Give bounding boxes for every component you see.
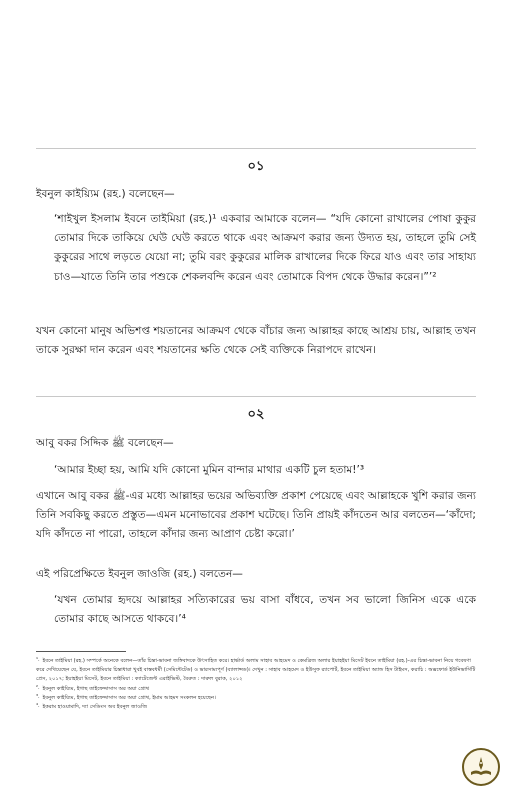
footnote-mark: ².	[36, 685, 40, 691]
footnote-mark: ⁴.	[36, 703, 40, 709]
section-body: এখানে আবু বকর ﷺ-এর মধ্যে আল্লাহর ভয়ের অভিব্যক্তি প্রকাশ পেয়েছে এবং আল্লাহকে খুশি করার জন্য তিনি সবকিছু করতে প্রস্তুত—এমন মনোভাবের প্রকাশ ঘটেছে। তিনি প্রায়ই কাঁদতেন আর বলতেন—‘কাঁদো; যদি কাঁদতে না পারো, তাহলে কাঁদার জন্য আপ্রাণ চেষ্টা করো।’	[36, 490, 476, 541]
footnote	[36, 656, 476, 684]
section-number: ০২	[247, 407, 265, 422]
section-lead: এই পরিপ্রেক্ষিতে ইবনুল জাওজি (রহ.) বলতেন—	[36, 568, 243, 580]
footnote-mark: ³.	[36, 694, 40, 700]
footnote	[36, 702, 476, 712]
section-quote: ‘শাইখুল ইসলাম ইবনে তাইমিয়া (রহ.)¹ একবার আমাকে বলেন— “যদি কোনো রাখালের পোষা কুকুর তোমার দিকে তাকিয়ে ঘেউ ঘেউ করতে থাকে এবং আক্রমণ করার জন্য উদ্যত হয়, তাহলে তুমি সেই কুকুরের সাথে লড়তে যেয়ো না; তুমি বরং কুকুরের মালিক রাখালের দিকে ফিরে যাও এবং তার সাহায্য চাও—যাতে তিনি তার পশুকে শেকলবন্দি করেন এবং তোমাকে বিপদ থেকে উদ্ধার করেন।”’²	[54, 213, 476, 283]
section-body: যখন কোনো মানুষ অভিশপ্ত শয়তানের আক্রমণ থেকে বাঁচার জন্য আল্লাহর কাছে আশ্রয় চায়, আল্লাহ তখন তাকে সুরক্ষা দান করেন এবং শয়তানের ক্ষতি থেকে সেই ব্যক্তিকে নিরাপদে রাখেন।	[36, 325, 476, 357]
footnote-text: ইবনুল কাইয়্যিম, ইগাছ তাইফেদ্দাসাস অর অয়া গ্রোথ	[42, 686, 150, 692]
section-lead: আবু বকর সিদ্দিক ﷺ বলেছেন—	[36, 437, 174, 449]
section-quote: ‘আমার ইচ্ছা হয়, আমি যদি কোনো মুমিন বান্দার মাথার একটি চুল হতাম!’³	[54, 464, 365, 476]
section-quote: ‘যখন তোমার হৃদয়ে আল্লাহর সত্যিকারের ভয় বাসা বাঁধবে, তখন সব ভালো জিনিস একে একে তোমার কাছে আসতে থাকবে।’⁴	[54, 594, 476, 626]
publisher-logo-icon	[462, 748, 500, 786]
footnote-rule	[36, 651, 126, 652]
footnote-text: ইবনে তাইমিয়া (রহ.) সম্পর্কে অনেকে বলেন—তাঁর চিন্তা-ভাবনা জঙ্গিবাদকে উৎসাহিত করে। হার্ভার্ড অলাম সাহাব আহমেদ ও কেমব্রিজ অলার ইয়াহইয়া মিসেট ইবনে তাইমিয়া (রহ.)-এর চিন্তা-ভাবনা নিয়ে গবেষণা করে দেখিয়েছেন যে, ইবনে তাইমিয়ার চিন্তাধারা খুবই বাস্তবধর্মী (সেমিন্টেটেড) ও ভারসাম্যপূর্ণ (ব্যালান্সড)। দেখুন : সাহাব আহমেদ ও ইউসুফ র‍্যাপোর্ট, ইবনে তাইমিয়া অ্যান্ড হিস টাইমস, করাচি : অক্সফোর্ড ইউনিভার্সিটি প্রেস, ২০১৭; ইয়াহইয়া মিসেট, ইবনে তাইমিয়া : ক্যাটেজেন্ট এরাইভিস্ট, বৈরুত : দারুল বুরাক, ২০১২	[36, 658, 476, 682]
footnote-text: ইবনুল কাইয়্যিম, ইগাছ তাইফেদ্দাসাস অর অয়া গ্রোথ, ইমাম আহমদ সংকলন হয়েছেন।	[42, 695, 216, 701]
section-lead: ইবনুল কাইয়্যিম (রহ.) বলেছেন—	[36, 188, 175, 200]
section-number: ০১	[247, 159, 265, 174]
book-pen-icon	[464, 750, 498, 784]
footnote-text: ইকরাম হাওয়ামাদি, দ্যা সেডিংস অব ইবনুল জাওজি	[42, 704, 148, 710]
footnote-mark: ¹.	[36, 657, 40, 663]
section-divider	[36, 148, 476, 149]
section-divider	[36, 396, 476, 397]
